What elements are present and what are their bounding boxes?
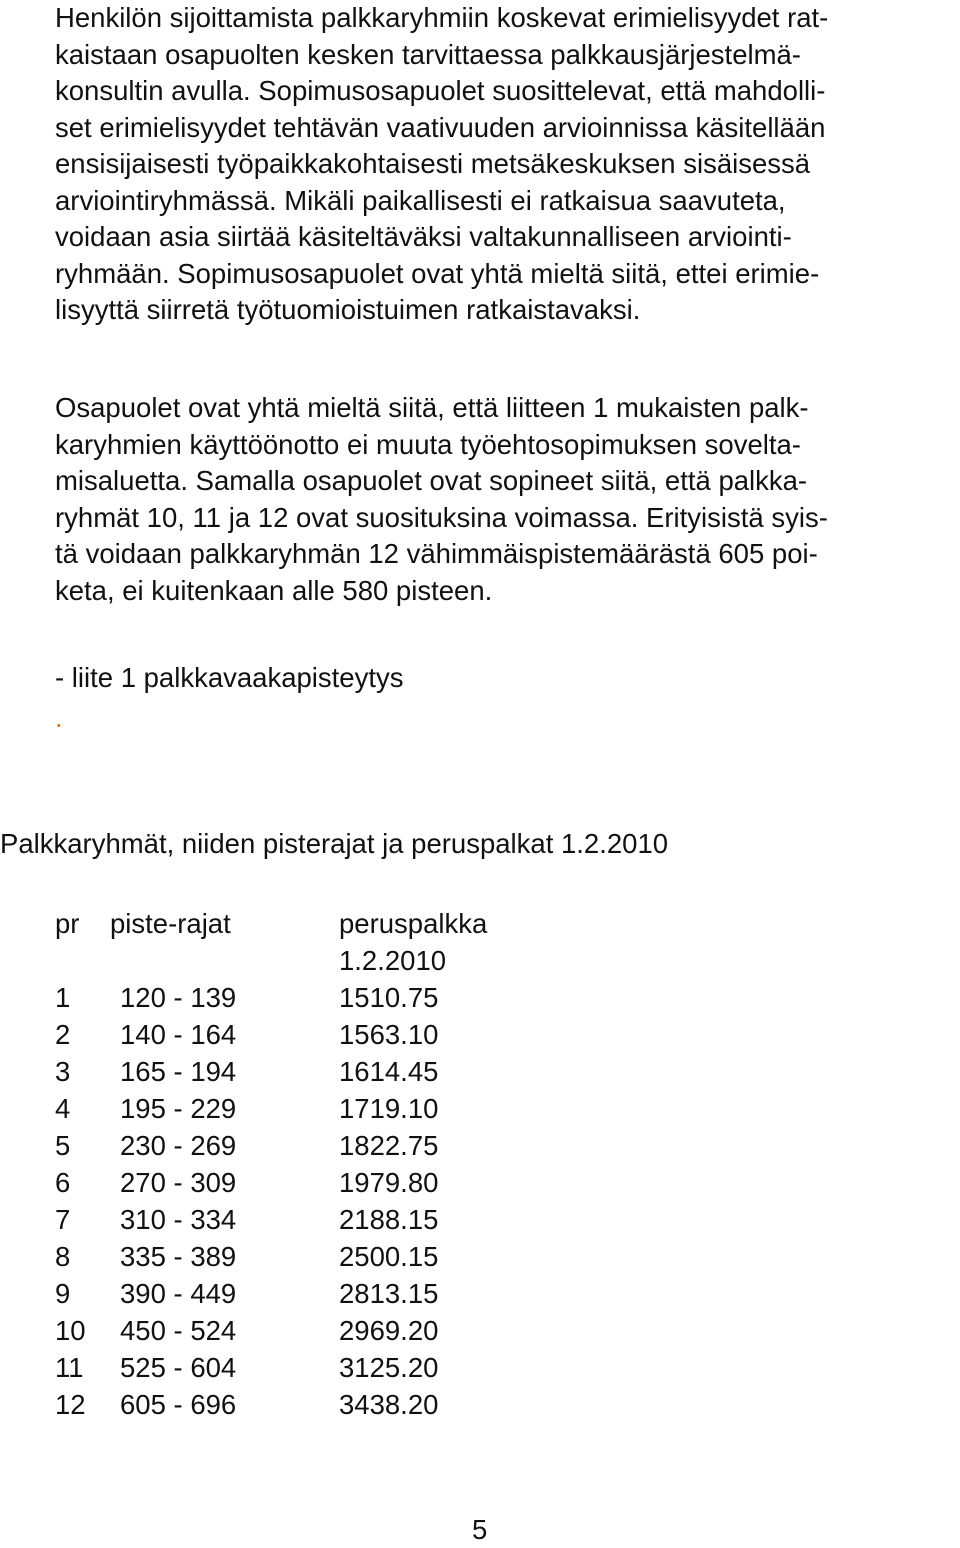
- table-row-group: 4: [55, 1093, 71, 1124]
- table-row-group: 7: [55, 1204, 71, 1235]
- table-row-range: 310 - 334: [120, 1204, 237, 1235]
- table-row-pay: 1979.80: [339, 1167, 439, 1198]
- table-row-pay: 1822.75: [339, 1130, 439, 1161]
- table-row-group: 1: [55, 982, 71, 1013]
- table-row-pay: 2813.15: [339, 1278, 439, 1309]
- table-row-range: 140 - 164: [120, 1019, 237, 1050]
- table-row-pay: 1719.10: [339, 1093, 439, 1124]
- table-row-group: 9: [55, 1278, 71, 1309]
- attachment-reference: - liite 1 palkkavaakapisteytys: [55, 662, 404, 693]
- table-row-pay: 2500.15: [339, 1241, 439, 1272]
- header-group: pr: [55, 908, 80, 939]
- dot-marker: .: [55, 702, 63, 733]
- table-row-range: 165 - 194: [120, 1056, 237, 1087]
- table-row-group: 10: [55, 1315, 86, 1346]
- text-line: Henkilön sijoittamista palkkaryhmiin koskevat erimielisyydet rat-: [55, 2, 829, 33]
- text-line: ryhmään. Sopimusosapuolet ovat yhtä mieltä siitä, ettei erimie-: [55, 258, 820, 289]
- table-row-range: 525 - 604: [120, 1352, 237, 1383]
- text-line: keta, ei kuitenkaan alle 580 pisteen.: [55, 575, 493, 606]
- table-row-pay: 1614.45: [339, 1056, 439, 1087]
- text-line: lisyyttä siirretä työtuomioistuimen ratkaistavaksi.: [55, 294, 641, 325]
- table-row-pay: 3125.20: [339, 1352, 439, 1383]
- table-row-range: 605 - 696: [120, 1389, 237, 1420]
- page-number: 5: [472, 1514, 488, 1545]
- text-line: arviointiryhmässä. Mikäli paikallisesti ei ratkaisua saavuteta,: [55, 185, 786, 216]
- table-row-range: 450 - 524: [120, 1315, 237, 1346]
- table-row-pay: 2188.15: [339, 1204, 439, 1235]
- header-pay-date: 1.2.2010: [339, 945, 447, 976]
- header-range: piste-rajat: [110, 908, 231, 939]
- text-line: tä voidaan palkkaryhmän 12 vähimmäispistemäärästä 605 poi-: [55, 538, 818, 569]
- table-row-range: 390 - 449: [120, 1278, 237, 1309]
- table-row-pay: 2969.20: [339, 1315, 439, 1346]
- text-line: misaluetta. Samalla osapuolet ovat sopineet siitä, että palkka-: [55, 465, 808, 496]
- header-pay: peruspalkka: [339, 908, 488, 939]
- table-row-pay: 1563.10: [339, 1019, 439, 1050]
- table-row-group: 12: [55, 1389, 86, 1420]
- text-line: kaistaan osapuolten kesken tarvittaessa palkkausjärjestelmä-: [55, 39, 801, 70]
- table-row-range: 335 - 389: [120, 1241, 237, 1272]
- table-row-range: 270 - 309: [120, 1167, 237, 1198]
- table-row-group: 2: [55, 1019, 71, 1050]
- text-line: ensisijaisesti työpaikkakohtaisesti metsäkeskuksen sisäisessä: [55, 148, 811, 179]
- text-line: ryhmät 10, 11 ja 12 ovat suosituksina voimassa. Erityisistä syis-: [55, 502, 828, 533]
- table-row-range: 195 - 229: [120, 1093, 237, 1124]
- table-row-group: 8: [55, 1241, 71, 1272]
- table-row-range: 230 - 269: [120, 1130, 237, 1161]
- table-title: Palkkaryhmät, niiden pisterajat ja peruspalkat 1.2.2010: [0, 828, 669, 859]
- table-row-range: 120 - 139: [120, 982, 237, 1013]
- table-row-group: 6: [55, 1167, 71, 1198]
- text-line: voidaan asia siirtää käsiteltäväksi valtakunnalliseen arviointi-: [55, 221, 792, 252]
- table-row-pay: 3438.20: [339, 1389, 439, 1420]
- text-line: set erimielisyydet tehtävän vaativuuden arvioinnissa käsitellään: [55, 112, 826, 143]
- text-line: karyhmien käyttöönotto ei muuta työehtosopimuksen sovelta-: [55, 429, 801, 460]
- table-row-group: 3: [55, 1056, 71, 1087]
- table-row-group: 11: [55, 1352, 84, 1383]
- text-line: Osapuolet ovat yhtä mieltä siitä, että liitteen 1 mukaisten palk-: [55, 392, 809, 423]
- text-line: konsultin avulla. Sopimusosapuolet suosittelevat, että mahdolli-: [55, 75, 826, 106]
- table-row-pay: 1510.75: [339, 982, 439, 1013]
- table-row-group: 5: [55, 1130, 71, 1161]
